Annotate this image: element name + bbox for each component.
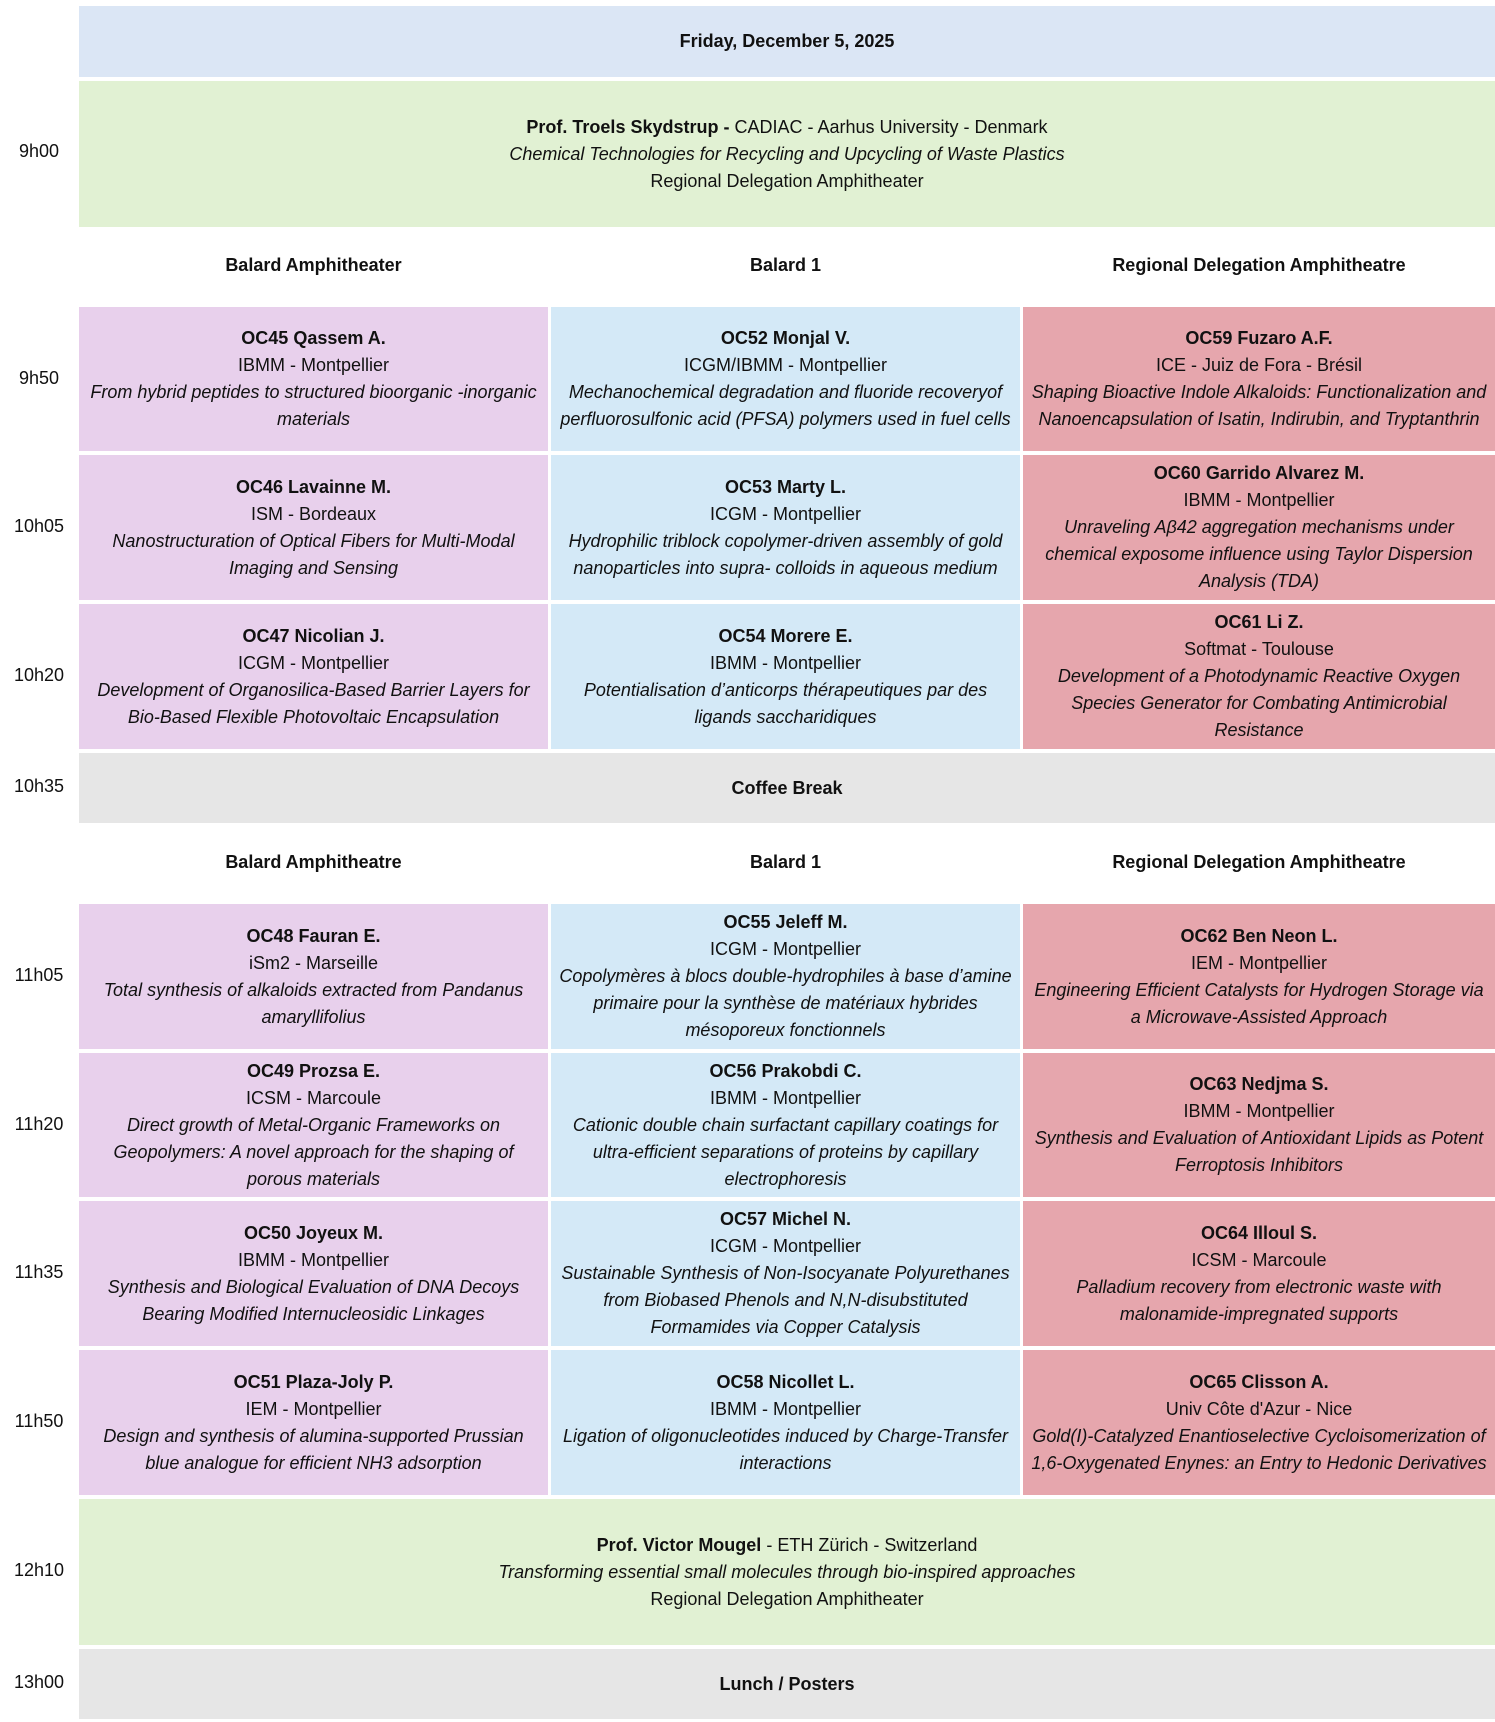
talk-affiliation: IBMM - Montpellier [709, 652, 862, 673]
plenary-lecture [79, 1499, 1495, 1645]
talk-cell [551, 1350, 1020, 1495]
talk-cell [79, 904, 548, 1049]
talk-title: Development of Organosilica-Based Barrier Layers for Bio-Based Flexible Photovoltaic Encapsulation [97, 679, 530, 727]
talk-title: Design and synthesis of alumina-supported Prussian blue analogue for efficient NH3 adsorption [103, 1425, 524, 1473]
plenary-speaker-line [526, 114, 1047, 141]
room-header: Balard 1 [749, 255, 822, 275]
talk-code: OC48 Fauran E. [246, 925, 381, 946]
talk-cell [1023, 1053, 1495, 1197]
time-label: 10h20 [13, 665, 65, 685]
talk-affiliation: ICE - Juiz de Fora - Brésil [1155, 355, 1363, 375]
talk-code: OC46 Lavainne M. [235, 476, 392, 497]
talk-cell [79, 455, 548, 600]
talk-cell [1023, 904, 1495, 1049]
talk-title: Ligation of oligonucleotides induced by Charge-Transfer interactions [563, 1425, 1008, 1473]
talk-cell [1023, 307, 1495, 451]
talk-title: Palladium recovery from electronic waste with malonamide-impregnated supports [1076, 1276, 1442, 1324]
time-label: 11h35 [14, 1262, 64, 1282]
room-header: Balard 1 [749, 852, 822, 872]
talk-title: Cationic double chain surfactant capillary coatings for ultra-efficient separations of proteins by capillary electrophoresis [572, 1114, 999, 1189]
plenary-title: Chemical Technologies for Recycling and Upcycling of Waste Plastics [509, 143, 1065, 164]
talk-cell [551, 1201, 1020, 1346]
plenary-speaker-line [597, 1532, 978, 1559]
talk-title: Copolymères à blocs double-hydrophiles à base d’amine primaire pour la synthèse de matériaux hybrides mésoporeux fonctionnels [559, 966, 1012, 1040]
talk-affiliation: ICSM - Marcoule [1191, 1249, 1327, 1270]
talk-cell [79, 1350, 548, 1495]
coffee-break [79, 753, 1495, 823]
talk-code: OC47 Nicolian J. [242, 625, 385, 646]
talk-code: OC65 Clisson A. [1189, 1371, 1329, 1392]
talk-code: OC58 Nicollet L. [716, 1371, 855, 1392]
time-label: 9h50 [18, 368, 60, 388]
talk-code: OC53 Marty L. [724, 476, 847, 497]
talk-code: OC50 Joyeux M. [243, 1222, 384, 1243]
talk-affiliation: IBMM - Montpellier [1183, 1101, 1335, 1121]
plenary-room: Regional Delegation Amphitheater [650, 1588, 924, 1609]
time-label: 12h10 [13, 1560, 65, 1580]
talk-affiliation: ICGM - Montpellier [709, 939, 862, 959]
time-label: 11h50 [14, 1411, 64, 1431]
talk-cell [551, 1053, 1020, 1197]
talk-code: OC59 Fuzaro A.F. [1185, 328, 1333, 348]
talk-title: Sustainable Synthesis of Non-Isocyanate Polyurethanes from Biobased Phenols and N,N-disubstituted Formamides via Copper Catalysis [561, 1263, 1010, 1337]
talk-cell [1023, 455, 1495, 600]
date-header [79, 6, 1495, 77]
time-label: 10h35 [13, 776, 65, 796]
talk-title: Development of a Photodynamic Reactive Oxygen Species Generator for Combating Antimicrobial Resistance [1057, 666, 1461, 740]
talk-cell [79, 1053, 548, 1197]
talk-affiliation: IEM - Montpellier [245, 1398, 382, 1419]
time-label: 9h00 [18, 141, 60, 161]
talk-cell [1023, 604, 1495, 749]
talk-affiliation: ICGM - Montpellier [237, 652, 390, 673]
talk-code: OC56 Prakobdi C. [709, 1060, 862, 1081]
talk-code: OC63 Nedjma S. [1189, 1074, 1329, 1094]
talk-code: OC52 Monjal V. [720, 328, 851, 348]
time-label: 10h05 [13, 516, 65, 536]
talk-title: Synthesis and Biological Evaluation of DNA Decoys Bearing Modified Internucleosidic Linkages [107, 1276, 520, 1324]
time-label: 13h00 [13, 1672, 65, 1692]
talk-title: Direct growth of Metal-Organic Frameworks on Geopolymers: A novel approach for the shaping of porous materials [113, 1114, 514, 1189]
talk-title: Synthesis and Evaluation of Antioxidant Lipids as Potent Ferroptosis Inhibitors [1034, 1128, 1484, 1175]
talk-code: OC62 Ben Neon L. [1180, 925, 1338, 946]
talk-affiliation: IBMM - Montpellier [237, 1249, 390, 1270]
talk-code: OC55 Jeleff M. [723, 912, 848, 932]
talk-title: Engineering Efficient Catalysts for Hydrogen Storage via a Microwave-Assisted Approach [1034, 979, 1484, 1027]
talk-code: OC60 Garrido Alvarez M. [1153, 463, 1365, 483]
talk-affiliation: IEM - Montpellier [1190, 952, 1328, 973]
time-label: 11h05 [14, 965, 64, 985]
plenary-speaker: Prof. Victor Mougel [596, 1534, 762, 1555]
talk-affiliation: Softmat - Toulouse [1184, 639, 1334, 659]
plenary-affiliation: CADIAC - Aarhus University - Denmark [734, 116, 1048, 137]
talk-affiliation: IBMM - Montpellier [709, 1087, 862, 1108]
talk-cell [551, 455, 1020, 600]
talk-cell [79, 604, 548, 749]
lunch-label: Lunch / Posters [719, 1673, 855, 1694]
talk-title: Potentialisation d’anticorps thérapeutiques par des ligands saccharidiques [583, 679, 988, 727]
talk-cell [79, 307, 548, 451]
talk-cell [551, 604, 1020, 749]
talk-affiliation: ICGM - Montpellier [709, 503, 862, 524]
talk-affiliation: IBMM - Montpellier [1183, 490, 1335, 510]
room-header: Balard Amphitheatre [225, 852, 402, 872]
talk-affiliation: iSm2 - Marseille [248, 952, 379, 973]
talk-title: From hybrid peptides to structured bioorganic -inorganic materials [90, 382, 537, 429]
talk-title: Hydrophilic triblock copolymer-driven assembly of gold nanoparticles into supra- colloids in aqueous medium [568, 530, 1003, 578]
room-header: Regional Delegation Amphitheatre [1112, 255, 1406, 275]
talk-code: OC49 Prozsa E. [246, 1060, 381, 1081]
talk-cell [79, 1201, 548, 1346]
talk-affiliation: ISM - Bordeaux [250, 503, 377, 524]
talk-affiliation: IBMM - Montpellier [709, 1398, 862, 1419]
talk-title: Gold(I)-Catalyzed Enantioselective Cycloisomerization of 1,6-Oxygenated Enynes: an Entry to Hedonic Derivatives [1031, 1425, 1487, 1473]
talk-code: OC54 Morere E. [718, 625, 853, 646]
talk-affiliation: ICSM - Marcoule [245, 1087, 382, 1108]
coffee-break-label: Coffee Break [731, 777, 843, 798]
talk-cell [1023, 1201, 1495, 1346]
talk-affiliation: Univ Côte d'Azur - Nice [1165, 1398, 1353, 1419]
lunch-break [79, 1649, 1495, 1719]
talk-code: OC51 Plaza-Joly P. [233, 1371, 394, 1392]
talk-cell [1023, 1350, 1495, 1495]
talk-code: OC64 Illoul S. [1200, 1222, 1318, 1243]
talk-code: OC45 Qassem A. [241, 328, 386, 348]
talk-cell [551, 904, 1020, 1049]
plenary-speaker: Prof. Troels Skydstrup - [526, 116, 730, 137]
talk-affiliation: ICGM/IBMM - Montpellier [683, 355, 888, 375]
talk-title: Shaping Bioactive Indole Alkaloids: Functionalization and Nanoencapsulation of Isatin, Indirubin, and Tryptanthrin [1031, 382, 1487, 429]
talk-cell [551, 307, 1020, 451]
talk-code: OC61 Li Z. [1214, 612, 1304, 632]
talk-code: OC57 Michel N. [719, 1209, 852, 1229]
talk-title: Nanostructuration of Optical Fibers for Multi-Modal Imaging and Sensing [112, 530, 515, 578]
room-header: Regional Delegation Amphitheatre [1112, 852, 1406, 872]
plenary-affiliation: - ETH Zürich - Switzerland [766, 1534, 978, 1555]
talk-affiliation: IBMM - Montpellier [237, 355, 390, 375]
time-label: 11h20 [14, 1114, 64, 1134]
talk-title: Mechanochemical degradation and fluoride recoveryof perfluorosulfonic acid (PFSA) polymers used in fuel cells [560, 382, 1011, 429]
plenary-title: Transforming essential small molecules through bio-inspired approaches [498, 1561, 1076, 1582]
date-text: Friday, December 5, 2025 [679, 31, 895, 51]
plenary-room: Regional Delegation Amphitheater [650, 170, 924, 191]
talk-title: Unraveling Aβ42 aggregation mechanisms under chemical exposome influence using Taylor Dispersion Analysis (TDA) [1045, 517, 1473, 591]
talk-affiliation: ICGM - Montpellier [709, 1236, 862, 1256]
talk-title: Total synthesis of alkaloids extracted from Pandanus amaryllifolius [103, 979, 524, 1027]
room-header: Balard Amphitheater [225, 255, 402, 275]
plenary-lecture [79, 81, 1495, 227]
